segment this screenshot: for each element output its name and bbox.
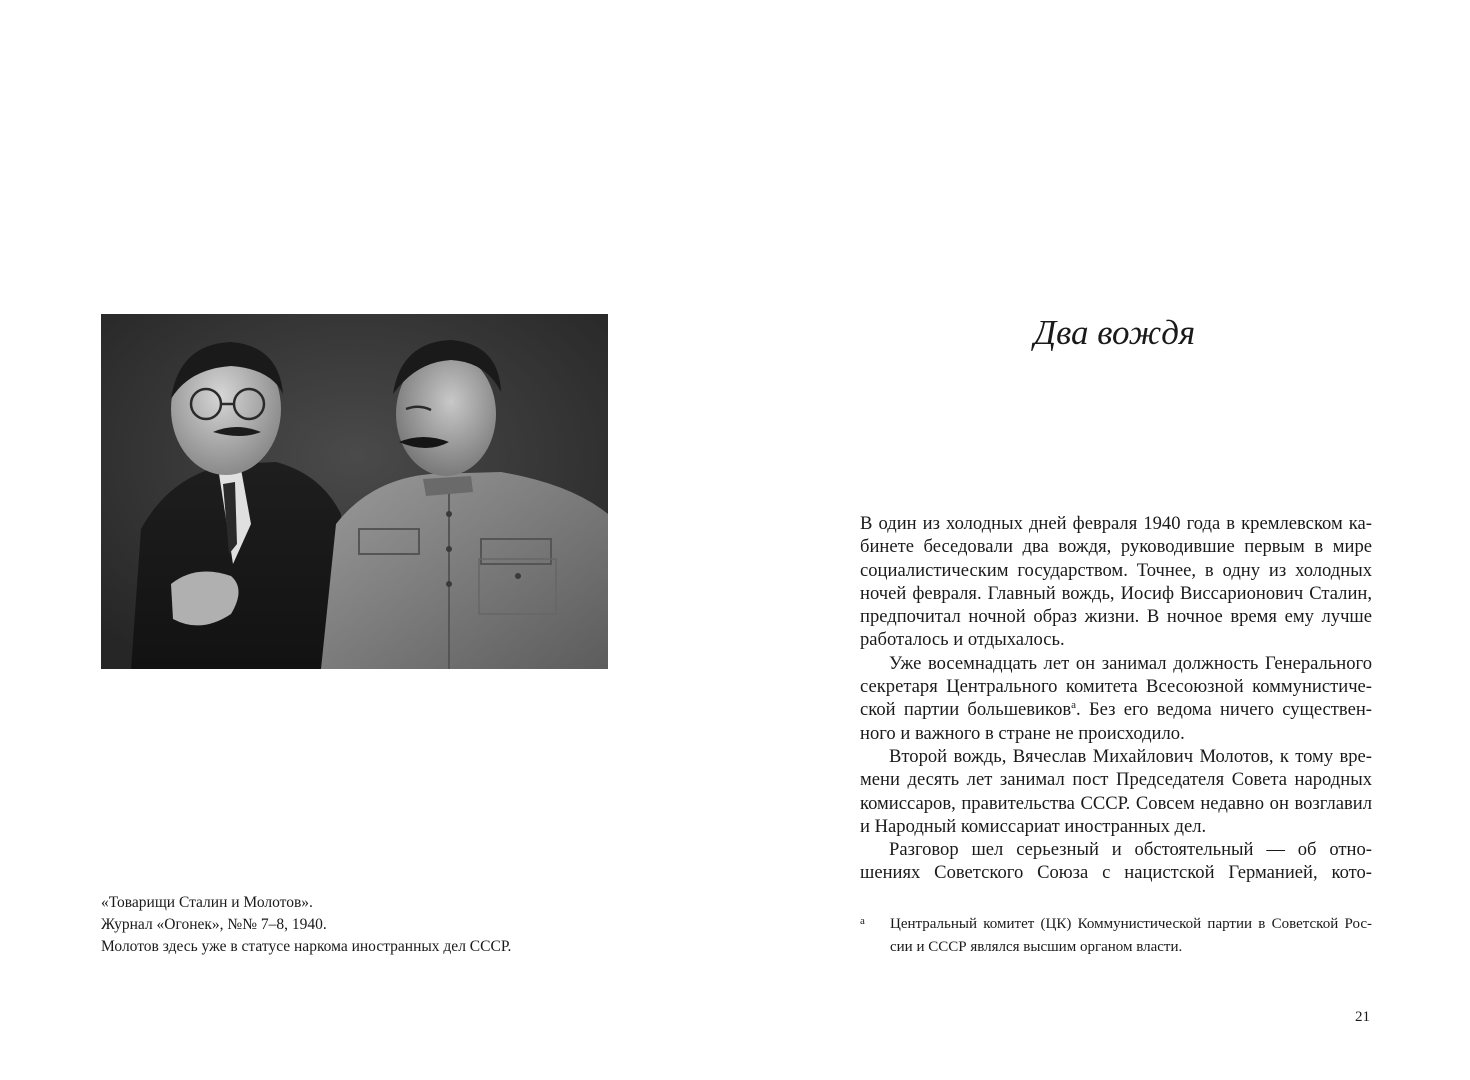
caption-line: Молотов здесь уже в статусе наркома иностранных дел СССР.	[101, 938, 512, 955]
text-line: секретаря Центрального комитета Всесоюзной коммунистиче-	[860, 676, 1372, 698]
footnote-line: Центральный комитет (ЦК) Коммунистической партии в Советской Рос-	[890, 916, 1372, 932]
footnote-line: сии и СССР являлся высшим органом власти.	[890, 939, 1183, 955]
text-line: ночей февраля. Главный вождь, Иосиф Виссарионович Сталин,	[860, 582, 1372, 604]
page-number: 21	[1355, 1009, 1370, 1025]
text-line-with-footnote	[860, 698, 1372, 721]
text-line: шениях Советского Союза с нацистской Германией, кото-	[860, 862, 1372, 884]
caption-line: «Товарищи Сталин и Молотов».	[101, 894, 313, 911]
footnote	[860, 913, 1372, 959]
text-line: и Народный комиссариат иностранных дел.	[860, 815, 1207, 837]
text-line: Разговор шел серьезный и обстоятельный — об отно-	[889, 839, 1372, 861]
text-line: Уже восемнадцать лет он занимал должность Генерального	[889, 652, 1372, 674]
photograph-icon	[101, 314, 608, 669]
body-text	[860, 512, 1372, 885]
text-line: бинете беседовали два вождя, руководившие первым в мире	[860, 536, 1372, 558]
text-line-tail: . Без его ведома ничего существен-	[1076, 699, 1372, 721]
caption-line: Журнал «Огонек», №№ 7–8, 1940.	[101, 916, 327, 933]
text-line: предпочитал ночной образ жизни. В ночное время ему лучше	[860, 606, 1372, 628]
footnote-reference[interactable]: а	[1071, 699, 1077, 712]
text-line: социалистическим государством. Точнее, в одну из холодных	[860, 559, 1372, 581]
footnote-mark: а	[860, 915, 865, 927]
text-line: Второй вождь, Вячеслав Михайлович Молотов, к тому вре-	[889, 745, 1372, 767]
text-line: мени десять лет занимал пост Председателя Совета народных	[860, 769, 1372, 791]
text-line: ного и важного в стране не происходило.	[860, 722, 1185, 744]
photo-caption	[101, 892, 621, 958]
historical-photograph	[101, 314, 608, 669]
chapter-title: Два вождя	[1033, 313, 1196, 352]
text-line-head: ской партии большевиков	[860, 699, 1072, 721]
text-line: комиссаров, правительства СССР. Совсем недавно он возглавил	[860, 792, 1372, 814]
text-line: В один из холодных дней февраля 1940 года в кремлевском ка-	[860, 513, 1372, 534]
text-line: работалось и отдыхалось.	[860, 629, 1065, 651]
